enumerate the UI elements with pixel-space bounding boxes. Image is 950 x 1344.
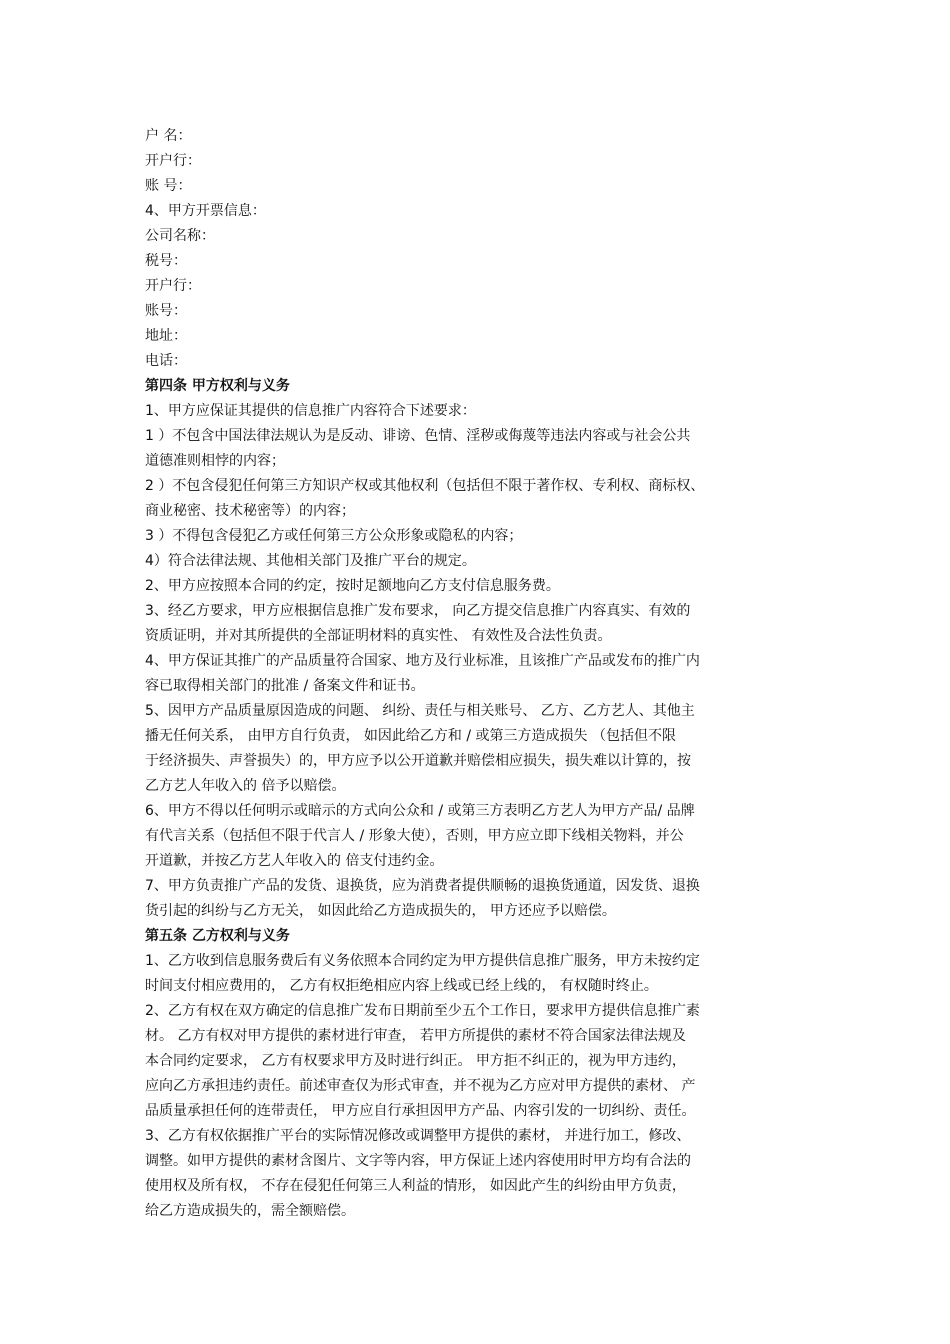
article4-line: 播无任何关系， 由甲方自行负责， 如因此给乙方和 / 或第三方造成损失 （包括但不限 bbox=[145, 728, 676, 744]
article4-line: 开道歉，并按乙方艺人年收入的 倍支付违约金。 bbox=[145, 853, 444, 869]
invoice-phone-label: 电话： bbox=[145, 353, 187, 369]
article4-line: 2 ）不包含侵犯任何第三方知识产权或其他权利（包括但不限于著作权、专利权、商标权、 bbox=[145, 478, 705, 494]
article4-line: 道德准则相悖的内容； bbox=[145, 453, 285, 469]
article4-line: 5、因甲方产品质量原因造成的问题、 纠纷、责任与相关账号、 乙方、乙方艺人、其他主 bbox=[145, 703, 695, 719]
article4-line: 3、经乙方要求，甲方应根据信息推广发布要求， 向乙方提交信息推广内容真实、有效的 bbox=[145, 603, 691, 619]
article5-line: 3、乙方有权依据推广平台的实际情况修改或调整甲方提供的素材， 并进行加工，修改、 bbox=[145, 1128, 691, 1144]
article4-line: 于经济损失、声誉损失）的，甲方应予以公开道歉并赔偿相应损失，损失难以计算的，按 bbox=[145, 753, 691, 769]
article5-line: 使用权及所有权， 不存在侵犯任何第三人利益的情形， 如因此产生的纠纷由甲方负责， bbox=[145, 1178, 686, 1194]
article4-line: 6、甲方不得以任何明示或暗示的方式向公众和 / 或第三方表明乙方艺人为甲方产品/ 品牌 bbox=[145, 803, 695, 819]
article5-line: 2、乙方有权在双方确定的信息推广发布日期前至少五个工作日，要求甲方提供信息推广素 bbox=[145, 1003, 700, 1019]
invoice-bank-label: 开户行： bbox=[145, 278, 201, 294]
account-bank-label: 开户行： bbox=[145, 153, 201, 169]
article4-line: 货引起的纠纷与乙方无关， 如因此给乙方造成损失的， 甲方还应予以赔偿。 bbox=[145, 903, 616, 919]
document-body bbox=[145, 124, 825, 1224]
article5-line: 应向乙方承担违约责任。前述审查仅为形式审查，并不视为乙方应对甲方提供的素材、 产 bbox=[145, 1078, 696, 1094]
article4-line: 资质证明，并对其所提供的全部证明材料的真实性、 有效性及合法性负责。 bbox=[145, 628, 612, 644]
invoice-account-label: 账号： bbox=[145, 303, 187, 319]
article4-line: 4、甲方保证其推广的产品质量符合国家、地方及行业标准，且该推广产品或发布的推广内 bbox=[145, 653, 700, 669]
account-number-label: 账 号： bbox=[145, 178, 192, 194]
article4-heading: 第四条 甲方权利与义务 bbox=[145, 378, 290, 394]
article5-line: 给乙方造成损失的，需全额赔偿。 bbox=[145, 1203, 355, 1219]
article5-heading: 第五条 乙方权利与义务 bbox=[145, 928, 290, 944]
article5-line: 材。 乙方有权对甲方提供的素材进行审查， 若甲方所提供的素材不符合国家法律法规及 bbox=[145, 1028, 686, 1044]
article4-line: 有代言关系（包括但不限于代言人 / 形象大使），否则，甲方应立即下线相关物料，并公 bbox=[145, 828, 684, 844]
article4-line: 4）符合法律法规、其他相关部门及推广平台的规定。 bbox=[145, 553, 476, 569]
account-name-label: 户 名： bbox=[145, 128, 192, 144]
article4-line: 乙方艺人年收入的 倍予以赔偿。 bbox=[145, 778, 346, 794]
article4-line: 商业秘密、技术秘密等）的内容； bbox=[145, 503, 355, 519]
article4-line: 1 ）不包含中国法律法规认为是反动、诽谤、色情、淫秽或侮蔑等违法内容或与社会公共 bbox=[145, 428, 691, 444]
article5-line: 时间支付相应费用的， 乙方有权拒绝相应内容上线或已经上线的， 有权随时终止。 bbox=[145, 978, 658, 994]
invoice-title: 4、甲方开票信息： bbox=[145, 203, 266, 219]
article5-line: 品质量承担任何的连带责任， 甲方应自行承担因甲方产品、内容引发的一切纠纷、责任。 bbox=[145, 1103, 696, 1119]
invoice-company-label: 公司名称： bbox=[145, 228, 215, 244]
article4-line: 2、甲方应按照本合同的约定，按时足额地向乙方支付信息服务费。 bbox=[145, 578, 560, 594]
invoice-address-label: 地址： bbox=[145, 328, 187, 344]
article4-line: 容已取得相关部门的批准 / 备案文件和证书。 bbox=[145, 678, 425, 694]
article4-line: 7、甲方负责推广产品的发货、退换货，应为消费者提供顺畅的退换货通道，因发货、退换 bbox=[145, 878, 700, 894]
article5-line: 1、乙方收到信息服务费后有义务依照本合同约定为甲方提供信息推广服务，甲方未按约定 bbox=[145, 953, 700, 969]
invoice-tax-label: 税号： bbox=[145, 253, 187, 269]
article5-line: 本合同约定要求， 乙方有权要求甲方及时进行纠正。 甲方拒不纠正的，视为甲方违约， bbox=[145, 1053, 686, 1069]
article5-line: 调整。如甲方提供的素材含图片、文字等内容，甲方保证上述内容使用时甲方均有合法的 bbox=[145, 1153, 691, 1169]
article4-line: 1、甲方应保证其提供的信息推广内容符合下述要求： bbox=[145, 403, 476, 419]
article4-line: 3 ）不得包含侵犯乙方或任何第三方公众形象或隐私的内容； bbox=[145, 528, 523, 544]
